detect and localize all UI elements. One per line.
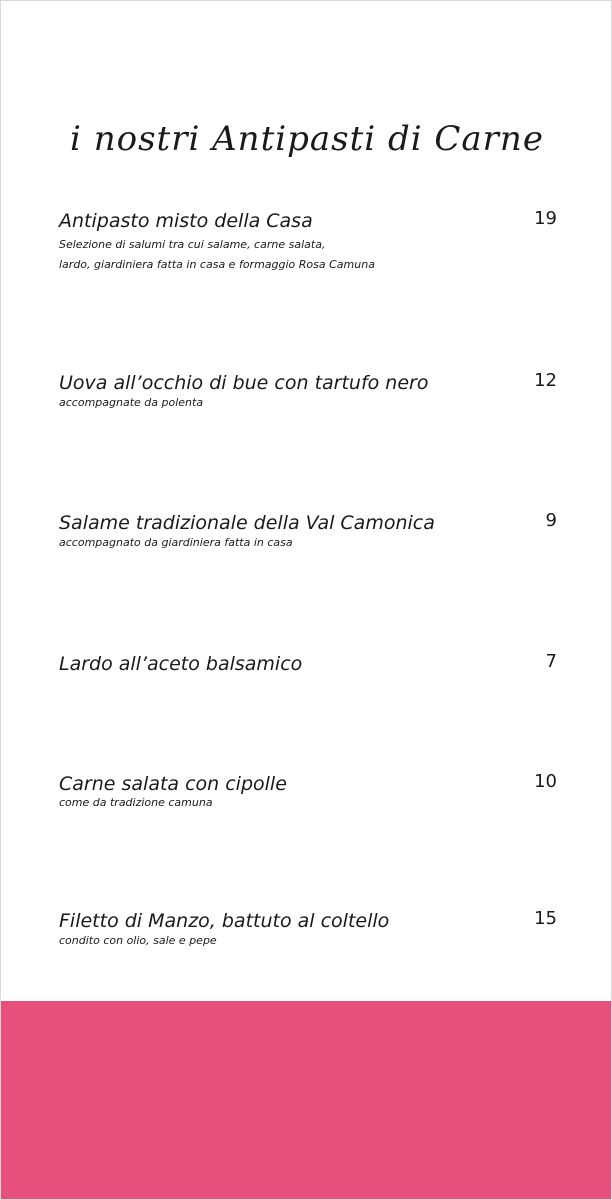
menu-item-name: Filetto di Manzo, battuto al coltello [59,910,390,932]
menu-item-description: accompagnate da polenta [59,396,204,409]
menu-item-price: 7 [545,651,557,672]
menu-item-name: Uova all’occhio di bue con tartufo nero [59,372,429,394]
menu-item-price: 15 [534,908,557,929]
menu-item-price: 9 [545,510,557,531]
menu-item-description: accompagnato da giardiniera fatta in casa [59,536,293,549]
menu-item-description: come da tradizione camuna [59,796,213,809]
menu-item-price: 12 [534,370,557,391]
menu-item-price: 19 [534,208,557,229]
menu-item-name: Salame tradizionale della Val Camonica [59,512,435,534]
menu-item-name: Antipasto misto della Casa [59,210,313,232]
footer-color-band [1,1001,612,1200]
menu-item-description: Selezione di salumi tra cui salame, carne salata, lardo, giardiniera fatta in casa e formaggio Rosa Camuna [59,238,375,271]
menu-item-price: 10 [534,771,557,792]
menu-item-description: condito con olio, sale e pepe [59,934,217,947]
menu-title: i nostri Antipasti di Carne [70,119,544,159]
menu-item-name: Lardo all’aceto balsamico [59,653,303,675]
menu-item-name: Carne salata con cipolle [59,773,287,795]
